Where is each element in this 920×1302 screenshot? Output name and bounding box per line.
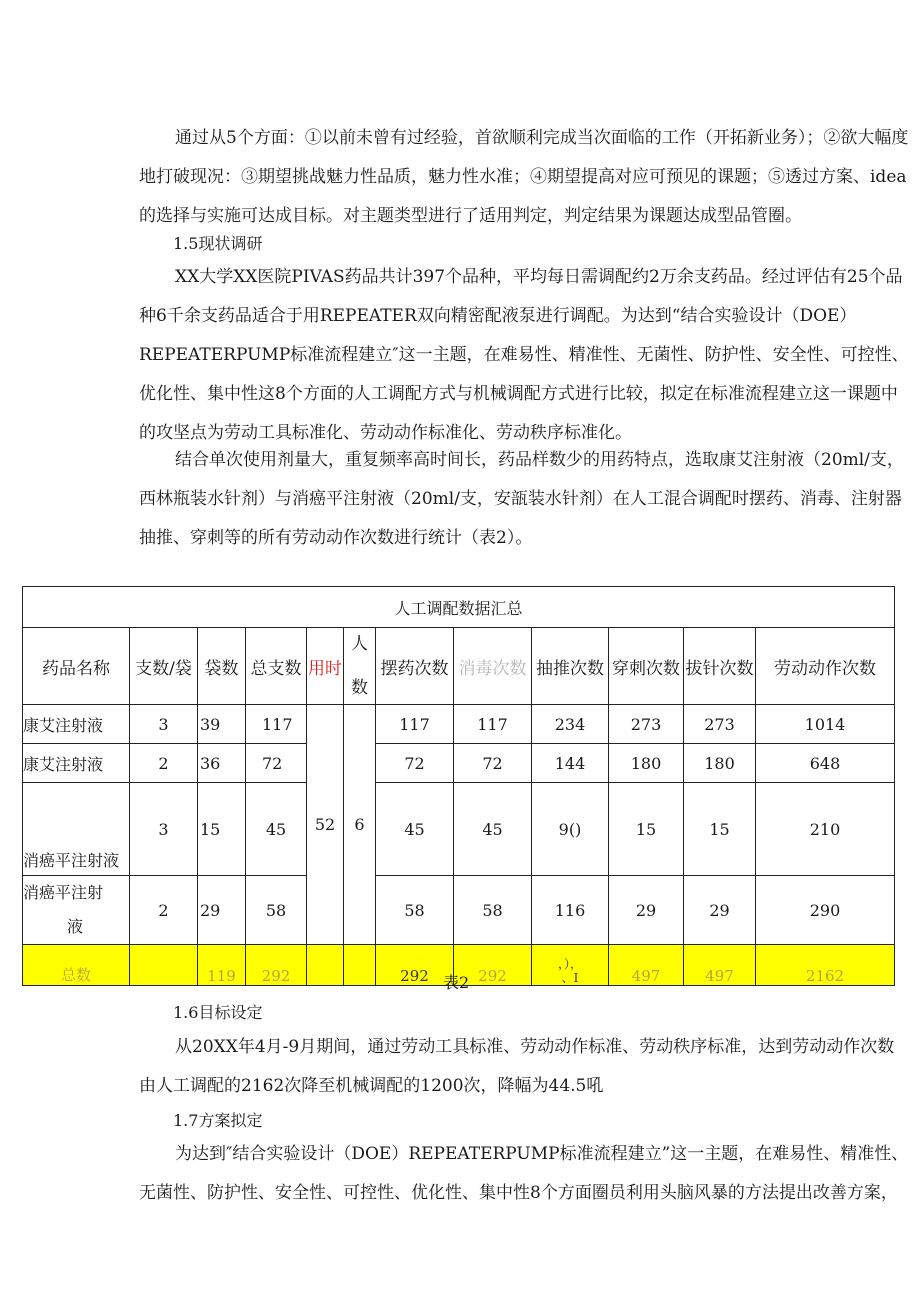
shared-time-cell: 52 [307, 705, 344, 945]
table-header-row [23, 628, 895, 705]
table-row: 康艾注射液 2 36 72 72 72 144 180 180 648 [23, 744, 895, 783]
header-time: 用时 [307, 628, 344, 705]
header-per-bag: 支数/袋 [130, 628, 198, 705]
header-name: 药品名称 [23, 628, 130, 705]
data-table [22, 586, 895, 986]
paragraph-plan: 为达到″结合实验设计（DOE）REPEATERPUMP标准流程建立”这一主题，在难易性、精准性、无菌性、防护性、安全性、可控性、优化性、集中性8个方面圈员利用头脑风暴的方法提出改善方案， [139, 1144, 909, 1203]
heading-1-7: 1.7方案拟定 [173, 1111, 263, 1130]
paragraph-drug-selection: 结合单次使用剂量大，重复频率高时间长，药品样数少的用药特点，选取康艾注射液（20ml/支，西林瓶装水针剂）与消癌平注射液（20ml/支，安瓿装水针剂）在人工混合调配时摆药、消毒、注射器抽推、穿刺等的所有劳动动作次数进行统计（表2）。 [139, 450, 904, 548]
header-labor: 劳动动作次数 [756, 628, 895, 705]
table-row: 消癌平注射 液 2 29 58 58 58 116 29 29 290 [23, 876, 895, 945]
header-unplug: 拔针次数 [684, 628, 756, 705]
shared-people-cell: 6 [344, 705, 376, 945]
header-dispense: 摆药次数 [376, 628, 454, 705]
header-draw: 抽推次数 [532, 628, 609, 705]
table-total-row: 总数 119 292 292 292 ，）， 、I 497 497 2162 [23, 945, 895, 986]
table-row: 康艾注射液 3 39 117 52 6 117 117 234 273 273 1014 [23, 705, 895, 744]
header-disinfect: 消毒次数 [454, 628, 532, 705]
header-bags: 袋数 [198, 628, 246, 705]
table-row: 消癌平注射液 3 15 45 45 45 9() 15 15 210 [23, 783, 895, 876]
table-title: 人工调配数据汇总 [23, 587, 895, 628]
header-people: 人 数 [344, 628, 376, 705]
heading-1-6: 1.6目标设定 [173, 1003, 263, 1022]
heading-1-5: 1.5现状调研 [173, 234, 263, 253]
table-caption: 表2 [443, 973, 470, 992]
header-total: 总支数 [246, 628, 307, 705]
paragraph-goal-setting: 从20XX年4月-9月期间，通过劳动工具标准、劳动动作标准、劳动秩序标准，达到劳动动作次数由人工调配的2162次降至机械调配的1200次，降幅为44.5吼 [139, 1037, 895, 1096]
header-pierce: 穿刺次数 [609, 628, 684, 705]
paragraph-subject-type: 通过从5个方面：①以前未曾有过经验，首欲顺利完成当次面临的工作（开拓新业务）；②欲大幅度地打破现况：③期望挑战魅力性品质，魅力性水准；④期望提高对应可预见的课题；⑤透过方案、idea的选择与实施可达成目标。对主题类型进行了适用判定，判定结果为课题达成型品管圈。 [139, 128, 909, 226]
paragraph-status-survey: XX大学XX医院PIVAS药品共计397个品种，平均每日需调配约2万余支药品。经过评估有25个品种6千余支药品适合于用REPEATER双向精密配液泵进行调配。为达到“结合实验设计（DOE）REPEATERPUMP标准流程建立″这一主题，在难易性、精准性、无菌性、防护性、安全性、可控性、优化性、集中性这8个方面的人工调配方式与机械调配方式进行比较，拟定在标准流程建立这一课题中的攻坚点为劳动工具标准化、劳动动作标准化、劳动秩序标准化。 [139, 267, 909, 443]
